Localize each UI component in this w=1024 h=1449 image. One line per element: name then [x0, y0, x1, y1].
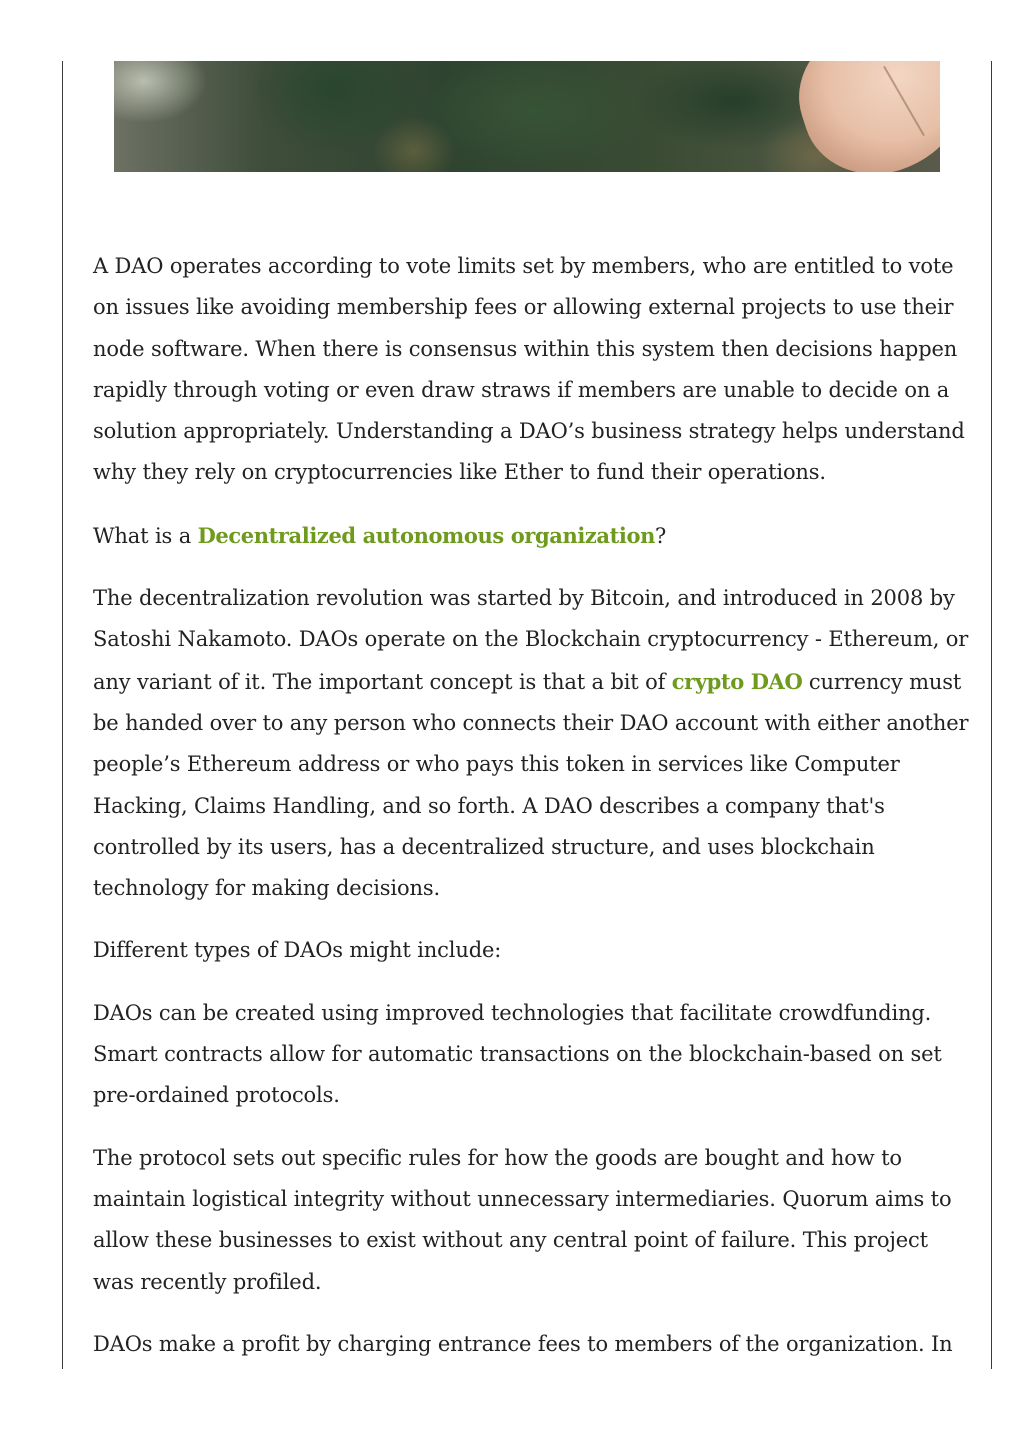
decentralized-autonomous-organization-link[interactable]: Decentralized autonomous organization [197, 522, 655, 548]
revolution-text-start: The decentralization revolution was started by Bitcoin, and introduced in 2008 by Satoshi Nakamoto. DAOs operate on the Blockchain cryptocurrency - Ethereum, or any variant of it. The important concept is that a bit of [93, 586, 969, 694]
page-border-left [62, 61, 63, 1369]
article-body [93, 246, 973, 1386]
question-mark: ? [654, 523, 667, 548]
paragraph-protocol: The protocol sets out specific rules for how the goods are bought and how to maintain logistical integrity without unnecessary intermediaries. Quorum aims to allow these businesses to exist without any central point of failure. This project was recently profiled. [93, 1145, 952, 1294]
paragraph-dao-types: Different types of DAOs might include: [93, 938, 502, 963]
question-prefix: What is a [93, 523, 198, 548]
paragraph-crowdfunding: DAOs can be created using improved technologies that facilitate crowdfunding. Smart contracts allow for automatic transactions on the blockchain-based on set pre-ordained protocols. [93, 1000, 942, 1108]
hand-photo-detail [781, 61, 940, 172]
paragraph-dao-operations: A DAO operates according to vote limits set by members, who are entitled to vote on issues like avoiding membership fees or allowing external projects to use their node software. When there is consensus within this system then decisions happen rapidly through voting or even draw straws if members are unable to decide on a solution appropriately. Understanding a DAO’s business strategy helps understand why they rely on cryptocurrencies like Ether to fund their operations. [93, 254, 965, 485]
revolution-text-end: currency must be handed over to any person who connects their DAO account with either another people’s Ethereum address or who pays this token in services like Computer Hacking, Claims Handling, and so forth. A DAO describes a company that's controlled by its users, has a decentralized structure, and uses blockchain technology for making decisions. [93, 669, 969, 901]
article-hero-image [114, 61, 940, 172]
paragraph-decentralization-revolution [93, 578, 973, 909]
paragraph-what-is-dao [93, 515, 973, 557]
crypto-dao-link[interactable]: crypto DAO [671, 668, 803, 694]
page-border-right [991, 61, 992, 1369]
paragraph-profit: DAOs make a profit by charging entrance fees to members of the organization. In [93, 1331, 953, 1356]
